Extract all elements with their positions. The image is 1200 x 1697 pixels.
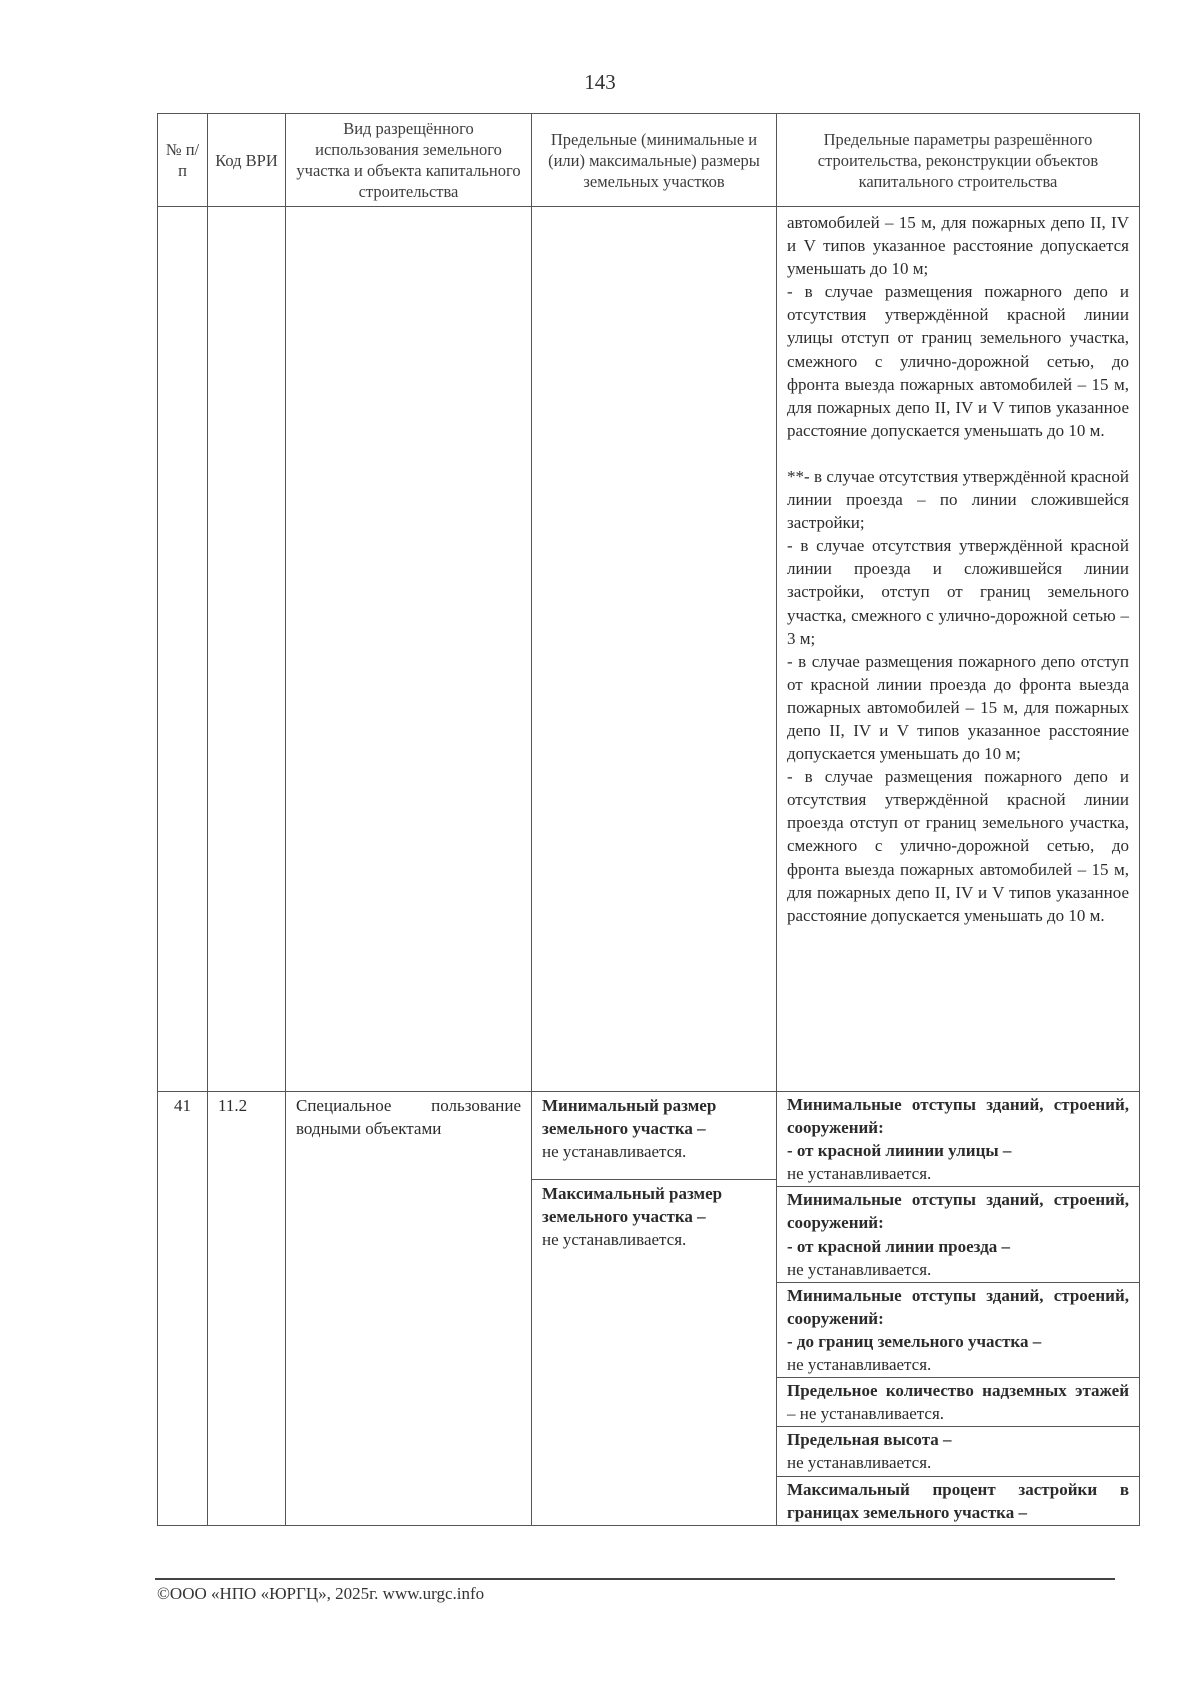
param-block-red-line-street <box>777 1092 1139 1187</box>
param-block-coverage <box>777 1477 1139 1525</box>
param-sub: - от красной лиинии улицы – <box>787 1141 1012 1161</box>
continued-paragraph: - в случае размещения пожарного депо и отсутствия утверждённой красной линии проезда отступ от границ земельного участка, смежного с улично-дорожной сетью, до фронта выезда пожарных автомобилей – 15 м, для пожарных депо II, IV и V типов указанное расстояние допускается уменьшать до 10 м. <box>787 767 1129 925</box>
continued-text <box>777 207 1139 931</box>
continued-paragraph: - в случае отсутствия утверждённой красной линии проезда и сложившейся линии застройки, отступ от границ земельного участка, смежного с улично-дорожной сетью – 3 м; <box>787 536 1129 648</box>
header-params: Предельные параметры разрешённого строительства, реконструкции объектов капитального строительства <box>777 114 1140 207</box>
cell-num-empty <box>158 207 208 1092</box>
cell-num: 41 <box>158 1092 208 1526</box>
param-value: не устанавливается. <box>787 1259 932 1279</box>
footer-copyright: ©ООО «НПО «ЮРГЦ», 2025г. www.urgc.info <box>157 1584 485 1603</box>
cell-code: 11.2 <box>208 1092 286 1526</box>
param-label: Минимальные отступы зданий, строений, сооружений: <box>787 1190 1129 1233</box>
header-row <box>158 114 1140 207</box>
cell-type: Специальное пользование водными объектами <box>286 1092 532 1526</box>
regulations-table <box>157 113 1140 1526</box>
param-block-height <box>777 1427 1139 1476</box>
min-size-block <box>532 1092 776 1180</box>
max-size-block <box>532 1180 776 1257</box>
param-value: – не устанавливается. <box>787 1404 945 1424</box>
cell-sizes-empty <box>532 207 777 1092</box>
min-size-value: не устанавливается. <box>542 1142 687 1162</box>
min-size-label: Минимальный размер земельного участка – <box>542 1096 717 1139</box>
table-row-41 <box>158 1092 1140 1526</box>
header-sizes: Предельные (минимальные и (или) максимальные) размеры земельных участков <box>532 114 777 207</box>
cell-params <box>777 1092 1140 1526</box>
footer-divider <box>155 1578 1115 1580</box>
param-sub: - от красной линии проезда – <box>787 1236 1011 1256</box>
header-code: Код ВРИ <box>208 114 286 207</box>
param-value: не устанавливается. <box>787 1164 932 1184</box>
max-size-value: не устанавливается. <box>542 1230 687 1250</box>
param-block-plot-boundary <box>777 1283 1139 1378</box>
cell-sizes <box>532 1092 777 1526</box>
param-value: не устанавливается. <box>787 1453 932 1473</box>
param-label: Минимальные отступы зданий, строений, сооружений: <box>787 1285 1129 1328</box>
cell-code-empty <box>208 207 286 1092</box>
param-sub: - до границ земельного участка – <box>787 1331 1042 1351</box>
cell-type-empty <box>286 207 532 1092</box>
max-size-label: Максимальный размер земельного участка – <box>542 1184 723 1227</box>
param-label: Предельное количество надземных этажей <box>787 1381 1129 1401</box>
param-label: Минимальные отступы зданий, строений, сооружений: <box>787 1095 1129 1138</box>
continued-paragraph: - в случае размещения пожарного депо и отсутствия утверждённой красной линии улицы отступ от границ земельного участка, смежного с улично-дорожной сетью, до фронта выезда пожарных автомобилей – 15 м, для пожарных депо II, IV и V типов указанное расстояние допускается уменьшать до 10 м. <box>787 282 1129 440</box>
param-block-red-line-passage <box>777 1187 1139 1282</box>
header-num: № п/п <box>158 114 208 207</box>
header-type: Вид разрещённого использования земельного участка и объекта капитального строительства <box>286 114 532 207</box>
param-label: Предельная высота – <box>787 1430 952 1450</box>
page-number: 143 <box>584 70 616 94</box>
continued-paragraph: - в случае размещения пожарного депо отступ от красной линии проезда до фронта выезда пожарных автомобилей – 15 м, для пожарных депо II, IV и V типов указанное расстояние допускается уменьшать до 10 м; <box>787 651 1129 764</box>
param-value: не устанавливается. <box>787 1355 932 1375</box>
table-row-continued <box>158 207 1140 1092</box>
param-label: Максимальный процент застройки в границах земельного участка – <box>787 1479 1129 1522</box>
cell-params-continued <box>777 207 1140 1092</box>
continued-paragraph: автомобилей – 15 м, для пожарных депо II, IV и V типов указанное расстояние допускается уменьшать до 10 м; <box>787 213 1129 279</box>
continued-paragraph: **- в случае отсутствия утверждённой красной линии проезда – по линии сложившейся застройки; <box>787 466 1129 533</box>
param-block-floors <box>777 1378 1139 1427</box>
